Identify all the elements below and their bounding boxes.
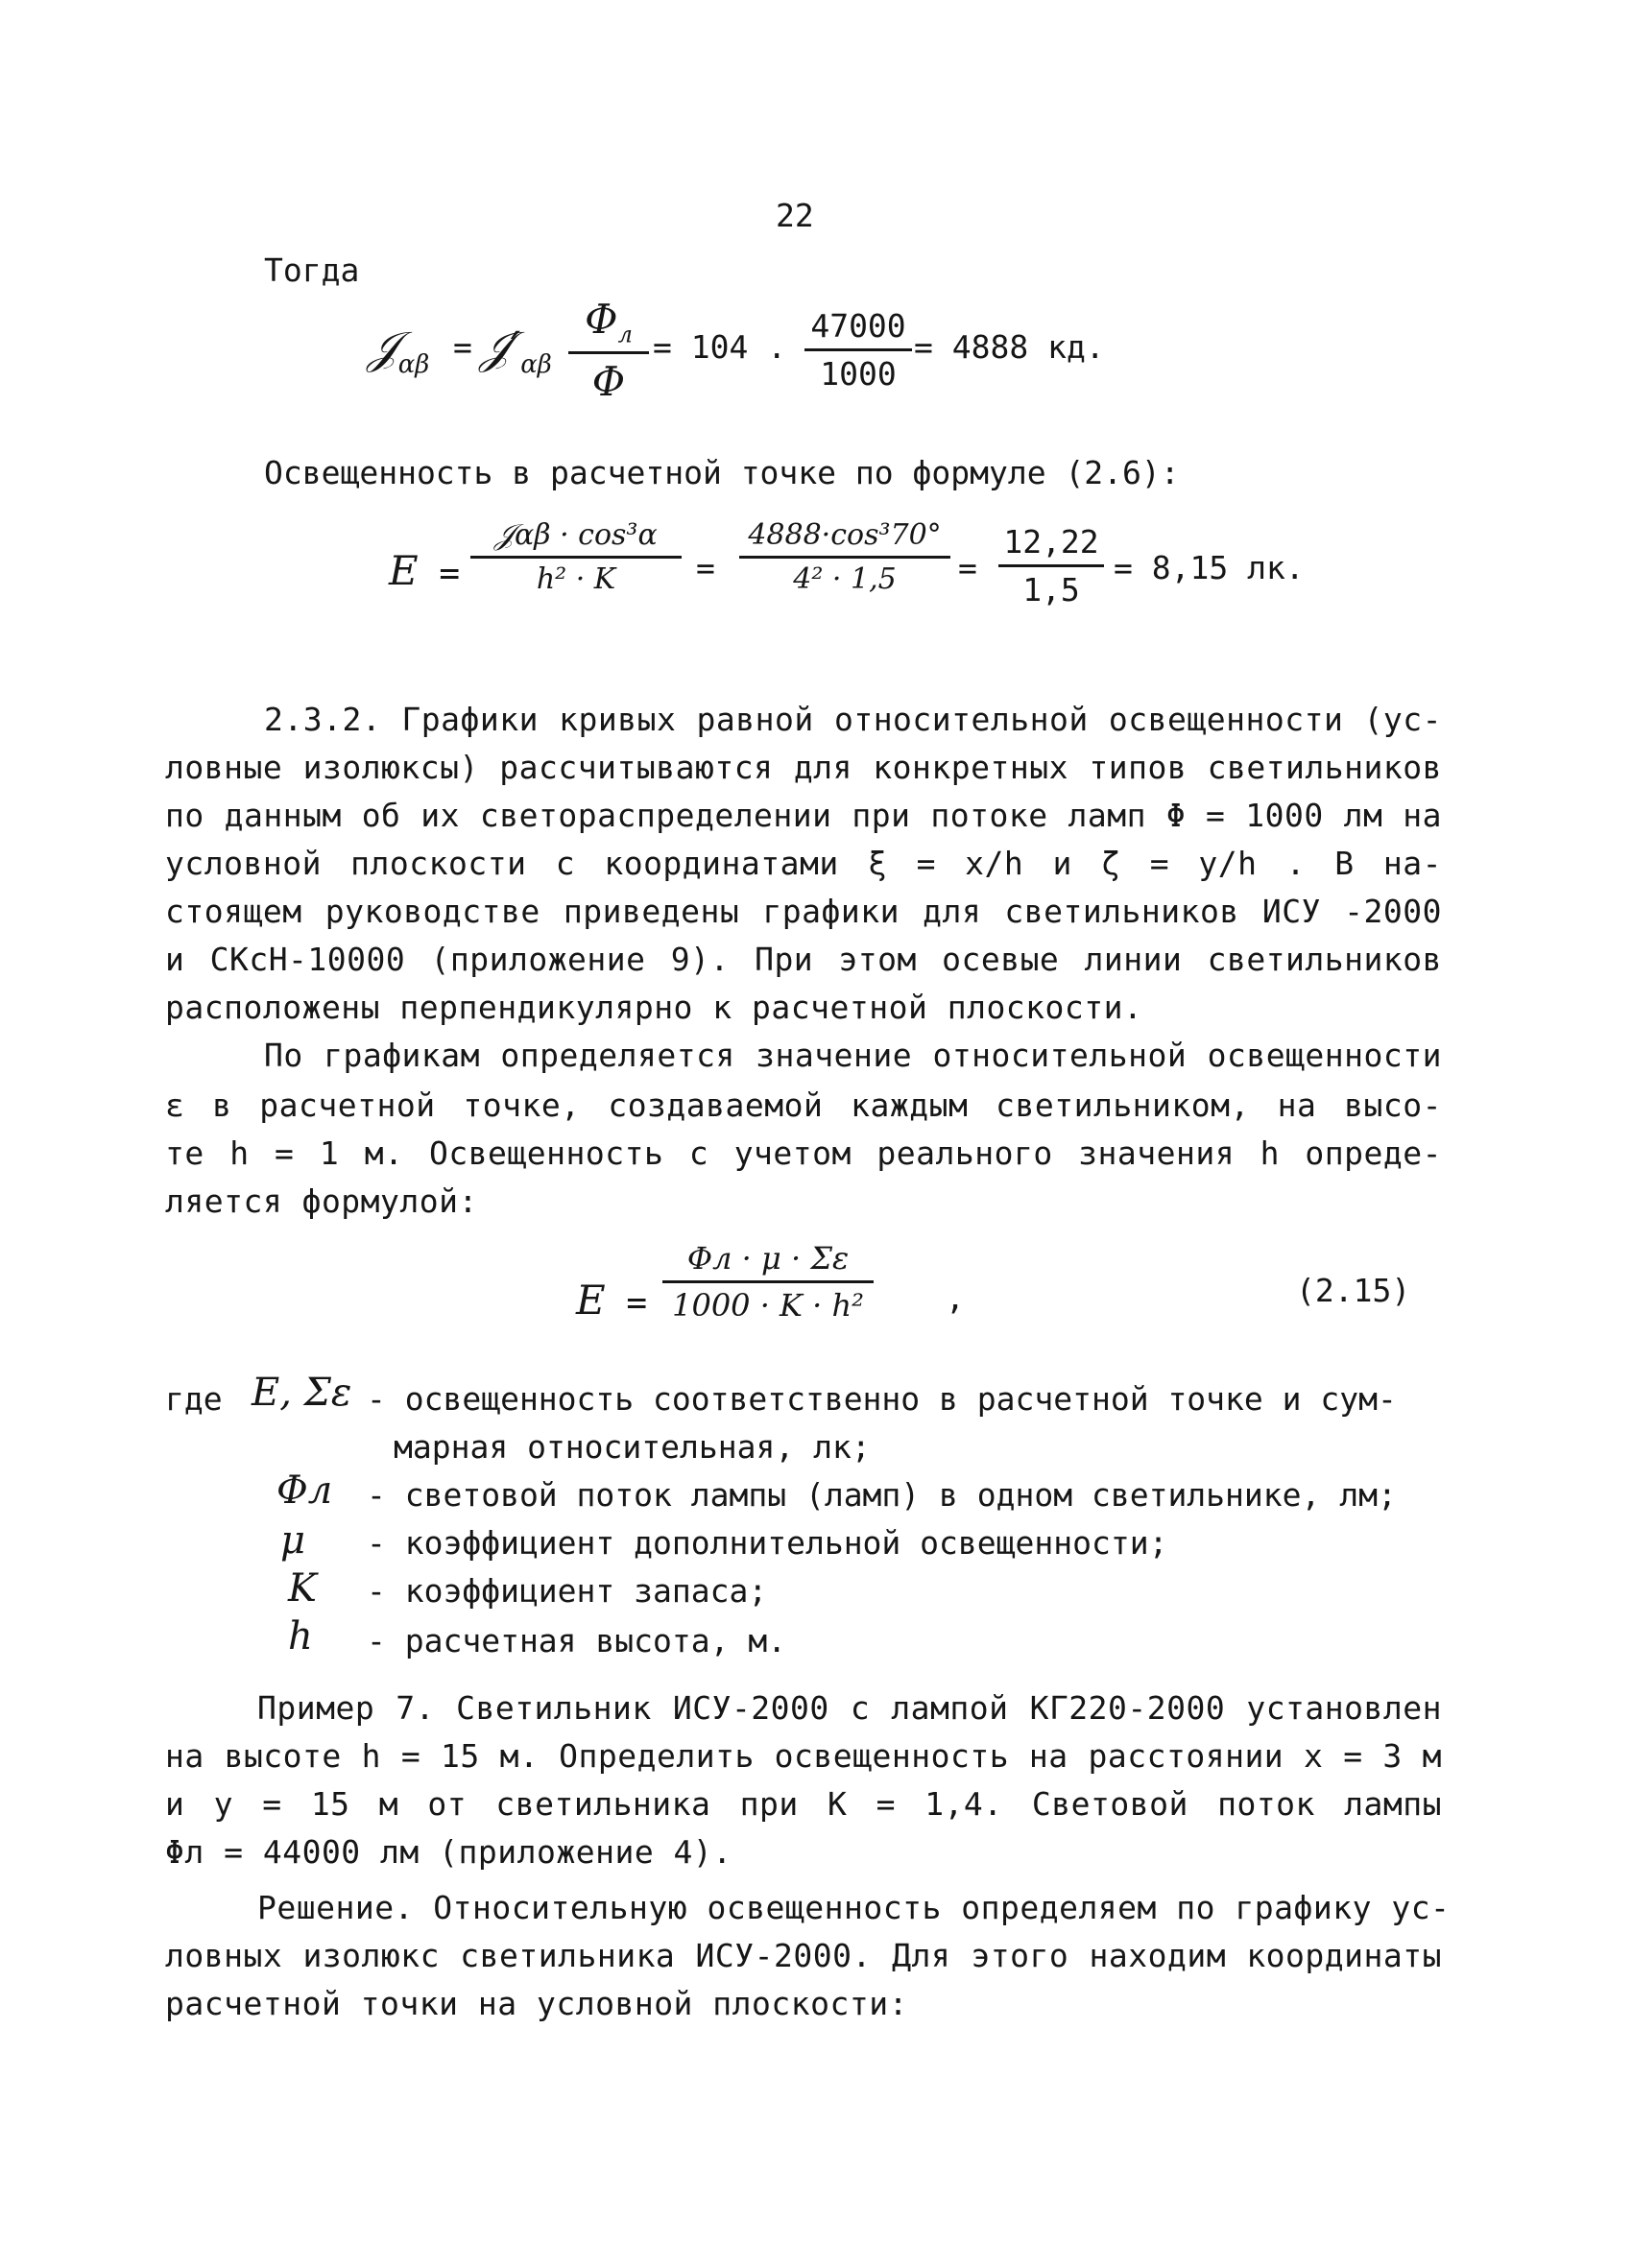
legend-symbol-4: μ [280,1518,305,1563]
formula-2-f1-num: 𝒥αβ · cos³α [494,518,658,552]
formula-1-den: 1000 [804,348,912,393]
section-line-4: условной плоскости с координатами ξ = x/h и ζ = y/h . В на- [165,845,1442,882]
legend-where: где [165,1380,223,1418]
legend-symbol-1: E, Σε [252,1371,352,1415]
para2-line-1: По графикам определяется значение относительной освещенности [264,1037,1442,1074]
legend-symbol-5: K [288,1566,317,1611]
para2-line-3: те h = 1 м. Освещенность с учетом реального значения h опреде- [165,1134,1442,1172]
legend-text-5: - коэффициент запаса; [367,1572,768,1610]
formula-2-f2-num: 4888·cos³70° [748,518,942,552]
legend-text-3: - световой поток лампы (ламп) в одном светильнике, лм; [367,1476,1397,1514]
formula-1-flux-den: Φ [568,351,649,405]
formula-2-fraction-3 [998,523,1104,609]
formula-2-eq1: = [696,549,715,586]
example-line-1: Пример 7. Светильник ИСУ-2000 с лампой КГ220-2000 установлен [257,1689,1442,1727]
formula-3-number: (2.15) [1296,1272,1411,1309]
section-line-7: расположены перпендикулярно к расчетной плоскости. [165,989,1143,1026]
formula-2-f3-den: 1,5 [998,564,1104,609]
formula-1-intensity-symbol: 𝒥′ [480,322,521,373]
section-line-3: по данным об их светораспределении при потоке ламп Φ = 1000 лм на [165,797,1442,834]
section-line-1: 2.3.2. Графики кривых равной относительной освещенности (ус- [264,701,1442,738]
formula-1-intensity [480,322,552,379]
page-number: 22 [776,197,814,234]
formula-1-flux-fraction [568,296,649,405]
example-line-3: и y = 15 м от светильника при K = 1,4. Световой поток лампы [165,1785,1442,1823]
intro-word: Тогда [264,251,360,289]
formula-1-flux-num: Φ [585,296,618,343]
para2-line-4: ляется формулой: [165,1182,478,1220]
example-line-2: на высоте h = 15 м. Определить освещенность на расстоянии x = 3 м [165,1737,1442,1775]
formula-3-den: 1000 · K · h² [662,1280,874,1324]
formula-3-fraction [662,1240,874,1324]
sentence-1: Освещенность в расчетной точке по формуле (2.6): [264,454,1180,491]
formula-2-lhs: E = [389,547,461,594]
formula-3-comma: , [946,1279,965,1317]
formula-2-eq2: = [958,549,977,586]
solution-line-2: ловных изолюкс светильника ИСУ-2000. Для этого находим координаты [165,1937,1442,1974]
formula-1-lhs-sub: αβ [397,350,430,380]
example-line-4: Φл = 44000 лм (приложение 4). [165,1833,732,1871]
legend-symbol-3: Φл [276,1468,333,1513]
legend-text-2: марная относительная, лк; [394,1428,871,1466]
formula-1-lhs [368,322,429,379]
legend-text-1: - освещенность соответственно в расчетной точке и сум- [367,1380,1397,1418]
solution-line-1: Решение. Относительную освещенность определяем по графику ус- [257,1889,1451,1926]
section-line-6: и СКсН-10000 (приложение 9). При этом осевые линии светильников [165,941,1442,978]
para2-line-2: ε в расчетной точке, создаваемой каждым светильником, на высо- [165,1086,1442,1124]
formula-1-fraction [804,307,912,393]
section-line-2: ловные изолюксы) рассчитываются для конкретных типов светильников [165,749,1442,786]
formula-3-num: Φл · μ · Σε [686,1240,850,1277]
formula-2-f3-num: 12,22 [1003,523,1099,561]
formula-1-flux-num-sub: л [617,321,633,348]
formula-1-eq2: = 104 . [653,328,787,366]
solution-line-3: расчетной точки на условной плоскости: [165,1985,908,2022]
section-line-5: стоящем руководстве приведены графики для светильников ИСУ -2000 [165,893,1442,930]
legend-symbol-6: h [288,1614,313,1659]
formula-2-f2-den: 4² · 1,5 [739,556,950,596]
formula-2-fraction-2 [739,518,950,596]
formula-1-num: 47000 [810,307,906,345]
legend-text-4: - коэффициент дополнительной освещенности; [367,1524,1168,1562]
formula-2-f1-den: h² · K [470,556,682,596]
formula-2-fraction-1 [470,518,682,596]
formula-1-eq1: = [453,328,472,366]
formula-3-lhs: E = [576,1277,648,1324]
formula-1-intensity-sub: αβ [520,350,552,380]
formula-1-result: = 4888 кд. [914,328,1105,366]
formula-2-result: = 8,15 лк. [1114,549,1305,586]
legend-text-6: - расчетная высота, м. [367,1622,787,1659]
formula-1-lhs-symbol: 𝒥 [368,322,398,373]
